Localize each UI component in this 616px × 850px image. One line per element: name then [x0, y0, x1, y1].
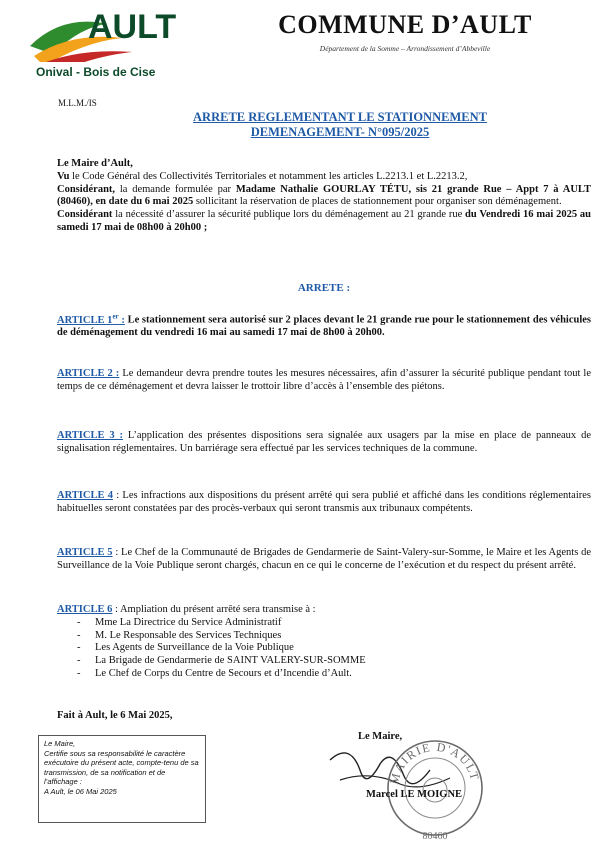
article-1-text: Le stationnement sera autorisé sur 2 places devant le 21 grande rue pour le stationnement des véhicules de déménagement du vendredi 16 mai au samedi 17 mai de 8h00 à 20h00. [57, 314, 591, 339]
preamble [57, 158, 591, 235]
signature-title: Le Maire, [358, 731, 403, 742]
list-item: - M. Le Responsable des Services Techniques [57, 630, 591, 643]
considerant-1-label: Considérant, [57, 183, 116, 195]
article-2 [57, 368, 591, 394]
article-3 [57, 430, 591, 456]
considerant-1-text-a: la demande formulée par [115, 183, 236, 195]
title-line-2: DEMENAGEMENT- N°095/2025 [250, 125, 430, 139]
list-item: - Le Chef de Corps du Centre de Secours et d’Incendie d’Ault. [57, 668, 591, 681]
article-5 [57, 547, 591, 573]
document-title [120, 110, 560, 140]
article-1-label: ARTICLE 1er : [57, 312, 125, 326]
article-2-text: Le demandeur devra prendre toutes les mesures nécessaires, afin d’assurer la sécurité publique pendant tout le temps de ce déménagement et devra laisser le trottoir libre d’accès à l’ensemble des piétons. [57, 368, 591, 392]
fait-line: Fait à Ault, le 6 Mai 2025, [57, 710, 173, 721]
article-2-label: ARTICLE 2 : [57, 368, 120, 379]
article-5-label: ARTICLE 5 [57, 547, 113, 558]
list-item: - La Brigade de Gendarmerie de SAINT VALERY-SUR-SOMME [57, 655, 591, 668]
stamp-zip: 80460 [422, 831, 448, 842]
stamp-text: MAIRIE D'AULT [386, 739, 483, 786]
title-line-1: ARRETE REGLEMENTANT LE STATIONNEMENT [193, 110, 487, 124]
logo-subtitle: Onival - Bois de Cise [36, 65, 156, 79]
ampliation-list [57, 617, 591, 681]
article-1 [57, 310, 591, 340]
article-6 [57, 604, 591, 681]
article-5-text: : Le Chef de la Communauté de Brigades de Gendarmerie de Saint-Valery-sur-Somme, le Maire et les Agents de Surveillance de la Voie Publique seront chargés, chacun en ce qui le concerne de l’exécution et du respect du présent arrêté. [57, 547, 591, 571]
list-item: - Mme La Directrice du Service Administratif [57, 617, 591, 630]
certification-date: A Ault, le 06 Mai 2025 [44, 786, 117, 796]
considerant-1-bold: Madame Nathalie GOURLAY TÉTU, sis 21 grande Rue – Appt 7 à AULT (80460), en date du 6 mai 2025 [57, 183, 591, 208]
considerant-1-text-b: sollicitant la réservation de places de stationnement pour organiser son déménagement. [193, 196, 562, 208]
considerant-2-label: Considérant [57, 209, 113, 221]
vu-label: Vu [57, 170, 70, 182]
article-4-text: : Les infractions aux dispositions du présent arrêté qui sera publié et affiché dans les conditions réglementaires habituelles seront constatées par des procès-verbaux qui seront transmis aux tribunaux compétents. [57, 490, 591, 514]
article-3-label: ARTICLE 3 : [57, 430, 124, 441]
vu-text: le Code Général des Collectivités Territoriales et notamment les articles L.2213.1 et L.2213.2, [69, 170, 468, 182]
article-6-label: ARTICLE 6 [57, 604, 113, 615]
considerant-2-bold: du Vendredi 16 mai 2025 au samedi 17 mai de 08h00 à 20h00 ; [57, 209, 591, 233]
mairie-stamp [380, 732, 490, 844]
article-4-label: ARTICLE 4 [57, 490, 113, 501]
logo-text: AULT [88, 8, 177, 46]
article-6-text: : Ampliation du présent arrêté sera transmise à : [112, 604, 316, 615]
article-4 [57, 490, 591, 516]
signer-name: Marcel LE MOIGNE [366, 789, 463, 800]
certification-box [38, 735, 206, 823]
certification-title: Le Maire, [44, 739, 76, 748]
arrete-heading: ARRETE : [297, 282, 351, 294]
list-item: - Les Agents de Surveillance de la Voie Publique [57, 642, 591, 655]
considerant-2-text: la nécessité d’assurer la sécurité publique lors du déménagement au 21 grande rue [112, 209, 466, 221]
svg-text:MAIRIE D'AULT [387, 740, 482, 786]
commune-logo [22, 4, 192, 86]
reference: M.L.M./IS [58, 98, 97, 108]
article-3-text: L’application des présentes dispositions sera signalée aux usagers par la mise en place de panneaux de signalisation réglementaires. Un barriérage sera effectué par les services techniques de la commune. [57, 430, 591, 454]
certification-text: Certifie sous sa responsabilité le caractère exécutoire du présent acte, compte-tenu de sa transmission, de sa notification et de l’affichage : [44, 748, 199, 787]
maire-line: Le Maire d’Ault, [57, 158, 133, 169]
commune-subtitle: Département de la Somme – Arrondissement d’Abbeville [319, 44, 491, 53]
commune-title: COMMUNE D’AULT [278, 10, 532, 39]
